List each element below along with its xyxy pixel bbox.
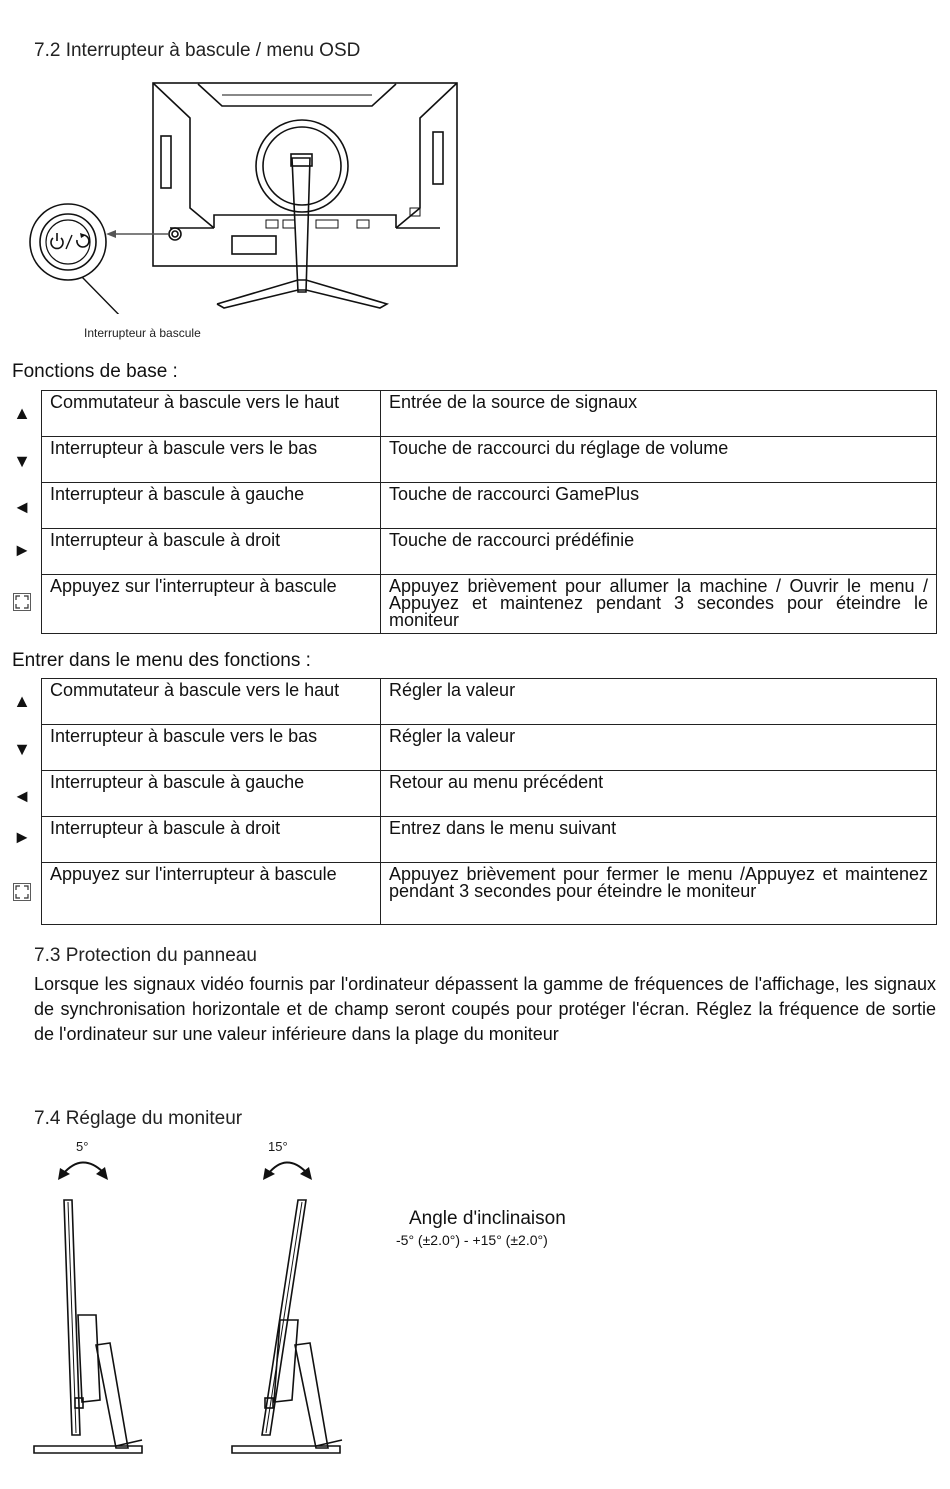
table-row (42, 529, 937, 575)
right-arrow-icon: ► (13, 827, 31, 847)
table-row (42, 483, 937, 529)
basic-functions-heading: Fonctions de base : (12, 361, 178, 382)
up-arrow-icon: ▲ (13, 403, 31, 423)
function-cell: Régler la valeur (381, 725, 937, 771)
diagram-caption: Interrupteur à bascule (84, 326, 201, 340)
function-cell: Entrée de la source de signaux (381, 391, 937, 437)
action-cell: Appuyez sur l'interrupteur à bascule (42, 863, 381, 925)
menu-functions-heading: Entrer dans le menu des fonctions : (12, 650, 311, 671)
function-cell: Touche de raccourci du réglage de volume (381, 437, 937, 483)
action-cell: Interrupteur à bascule à gauche (42, 771, 381, 817)
panel-protection-text: Lorsque les signaux vidéo fournis par l'ordinateur dépassent la gamme de fréquences de l'affichage, les signaux de synchronisation horizontale et de champ seront coupés pour protéger l'écran. Réglez la fréquence de sortie de l'ordinateur sur une valeur inférieure dans la plage du moniteur (34, 974, 936, 1044)
function-cell: Touche de raccourci prédéfinie (381, 529, 937, 575)
section-heading-osd: 7.2 Interrupteur à bascule / menu OSD (34, 40, 361, 61)
basic-functions-table (41, 390, 937, 634)
action-cell: Interrupteur à bascule à droit (42, 529, 381, 575)
forward-angle-label: 5° (76, 1139, 89, 1154)
monitor-tilt-diagram (30, 1150, 360, 1460)
table-row (42, 863, 937, 925)
monitor-forward-tilt (34, 1200, 142, 1453)
power-return-icon (30, 204, 106, 280)
function-cell: Appuyez brièvement pour allumer la machine / Ouvrir le menu / Appuyez et maintenez pendant 3 secondes pour éteindre le moniteur (381, 575, 937, 634)
press-icon (8, 883, 36, 901)
function-cell: Touche de raccourci GamePlus (381, 483, 937, 529)
action-cell: Interrupteur à bascule vers le bas (42, 725, 381, 771)
table-row (42, 679, 937, 725)
action-cell: Interrupteur à bascule vers le bas (42, 437, 381, 483)
section-heading-panel-protection: 7.3 Protection du panneau (34, 945, 257, 966)
section-heading-monitor-adjust: 7.4 Réglage du moniteur (34, 1108, 243, 1129)
function-cell: Retour au menu précédent (381, 771, 937, 817)
monitor-back-diagram (20, 78, 470, 314)
up-arrow-icon: ▲ (13, 691, 31, 711)
table-row (42, 817, 937, 863)
table-row (42, 771, 937, 817)
table-row (42, 725, 937, 771)
action-cell: Commutateur à bascule vers le haut (42, 391, 381, 437)
table-row (42, 391, 937, 437)
left-arrow-icon: ◄ (13, 786, 31, 806)
action-cell: Appuyez sur l'interrupteur à bascule (42, 575, 381, 634)
press-icon (8, 593, 36, 611)
down-arrow-icon: ▼ (13, 451, 31, 471)
tilt-angle-title: Angle d'inclinaison (409, 1208, 566, 1229)
function-cell: Entrez dans le menu suivant (381, 817, 937, 863)
left-arrow-icon: ◄ (13, 497, 31, 517)
action-cell: Commutateur à bascule vers le haut (42, 679, 381, 725)
right-arrow-icon: ► (13, 540, 31, 560)
table-row (42, 575, 937, 634)
backward-angle-label: 15° (268, 1139, 288, 1154)
action-cell: Interrupteur à bascule à droit (42, 817, 381, 863)
function-cell: Régler la valeur (381, 679, 937, 725)
action-cell: Interrupteur à bascule à gauche (42, 483, 381, 529)
tilt-angle-range: -5° (±2.0°) - +15° (±2.0°) (396, 1232, 548, 1248)
menu-functions-table (41, 678, 937, 925)
monitor-backward-tilt (232, 1200, 342, 1453)
function-cell: Appuyez brièvement pour fermer le menu /Appuyez et maintenez pendant 3 secondes pour éteindre le moniteur (381, 863, 937, 925)
table-row (42, 437, 937, 483)
down-arrow-icon: ▼ (13, 739, 31, 759)
